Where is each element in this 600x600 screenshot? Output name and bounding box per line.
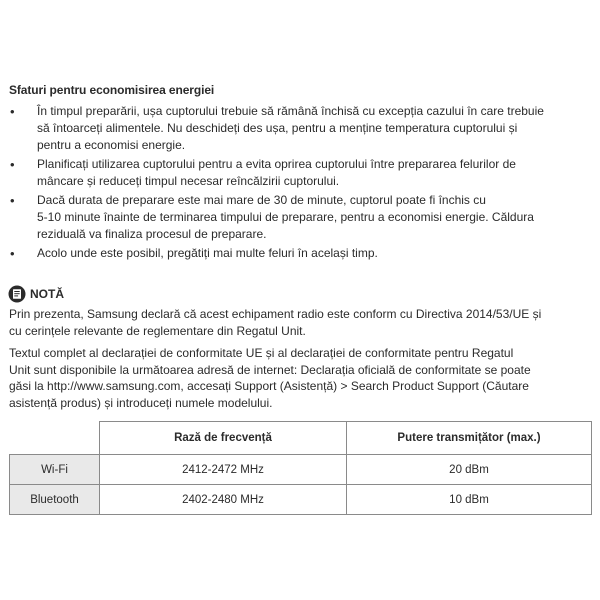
list-item-line: • Acolo unde este posibil, pregătiți mai multe feluri în același timp.: [37, 246, 378, 260]
table-row: [10, 485, 592, 515]
note-title: NOTĂ: [30, 287, 64, 301]
list-item-line: reziduală va finaliza procesul de preparare.: [37, 227, 267, 241]
list-item-line: • Planificați utilizarea cuptorului pentru a evita oprirea cuptorului între prepararea felurilor de: [37, 157, 516, 171]
note-paragraph-declaration: [9, 306, 594, 339]
note-paragraph-full-text: [9, 345, 594, 411]
radio-spec-table: [9, 421, 592, 515]
note-header: [8, 284, 64, 304]
paragraph-line: găsi la http://www.samsung.com, accesați Support (Asistență) > Search Product Support (Căutare: [9, 379, 529, 393]
list-item-line: 5-10 minute înainte de terminarea timpului de preparare, pentru a economisi energie. Căldura: [37, 210, 534, 224]
list-item-line: să întoarceți alimentele. Nu deschideți des ușa, pentru a menține temperatura cuptorului și: [37, 121, 518, 135]
paragraph-line: asistență produs) și introduceți numele modelului.: [9, 395, 273, 410]
list-item-line: • Dacă durata de preparare este mai mare de 30 de minute, cuptorul poate fi închis cu: [37, 193, 486, 207]
paragraph-line: Unit sunt disponibile la următoarea adresă de internet: Declarația oficială de conformitate se poate: [9, 362, 531, 377]
table-header-row: [10, 422, 592, 455]
paragraph-line: cu cerințele relevante de reglementare din Regatul Unit.: [9, 323, 306, 338]
energy-tips-heading: Sfaturi pentru economisirea energiei: [9, 83, 215, 97]
list-item-line: mâncare și reduceți timpul necesar reîncălzirii cuptorului.: [37, 174, 340, 188]
list-item-line: • În timpul preparării, ușa cuptorului trebuie să rămână închisă cu excepția cazului în care trebuie: [37, 104, 544, 118]
list-item-line: pentru a economisi energie.: [37, 138, 186, 152]
paragraph-line: Prin prezenta, Samsung declară că acest echipament radio este conform cu Directiva 2014/53/UE și: [9, 307, 542, 321]
list-item: [9, 192, 589, 243]
paragraph-line: Textul complet al declarației de conformitate UE și al declarației de conformitate pentru Regatul: [9, 346, 514, 360]
list-item: [9, 103, 589, 154]
energy-tips-list: [9, 103, 589, 264]
table-cell-power: 20 dBm: [347, 455, 592, 485]
table-cell-power: 10 dBm: [347, 485, 592, 515]
table-row-label: Wi-Fi: [10, 455, 100, 485]
table-cell-range: 2402-2480 MHz: [100, 485, 347, 515]
note-icon: [8, 285, 26, 303]
list-item: [9, 156, 589, 190]
table-header-frequency-range: Rază de frecvență: [100, 422, 347, 455]
table-header-transmitter-power: Putere transmițător (max.): [347, 422, 592, 455]
table-cell-range: 2412-2472 MHz: [100, 455, 347, 485]
table-row-label: Bluetooth: [10, 485, 100, 515]
list-item: [9, 245, 589, 262]
table-row: [10, 455, 592, 485]
table-header-blank: [10, 422, 100, 455]
